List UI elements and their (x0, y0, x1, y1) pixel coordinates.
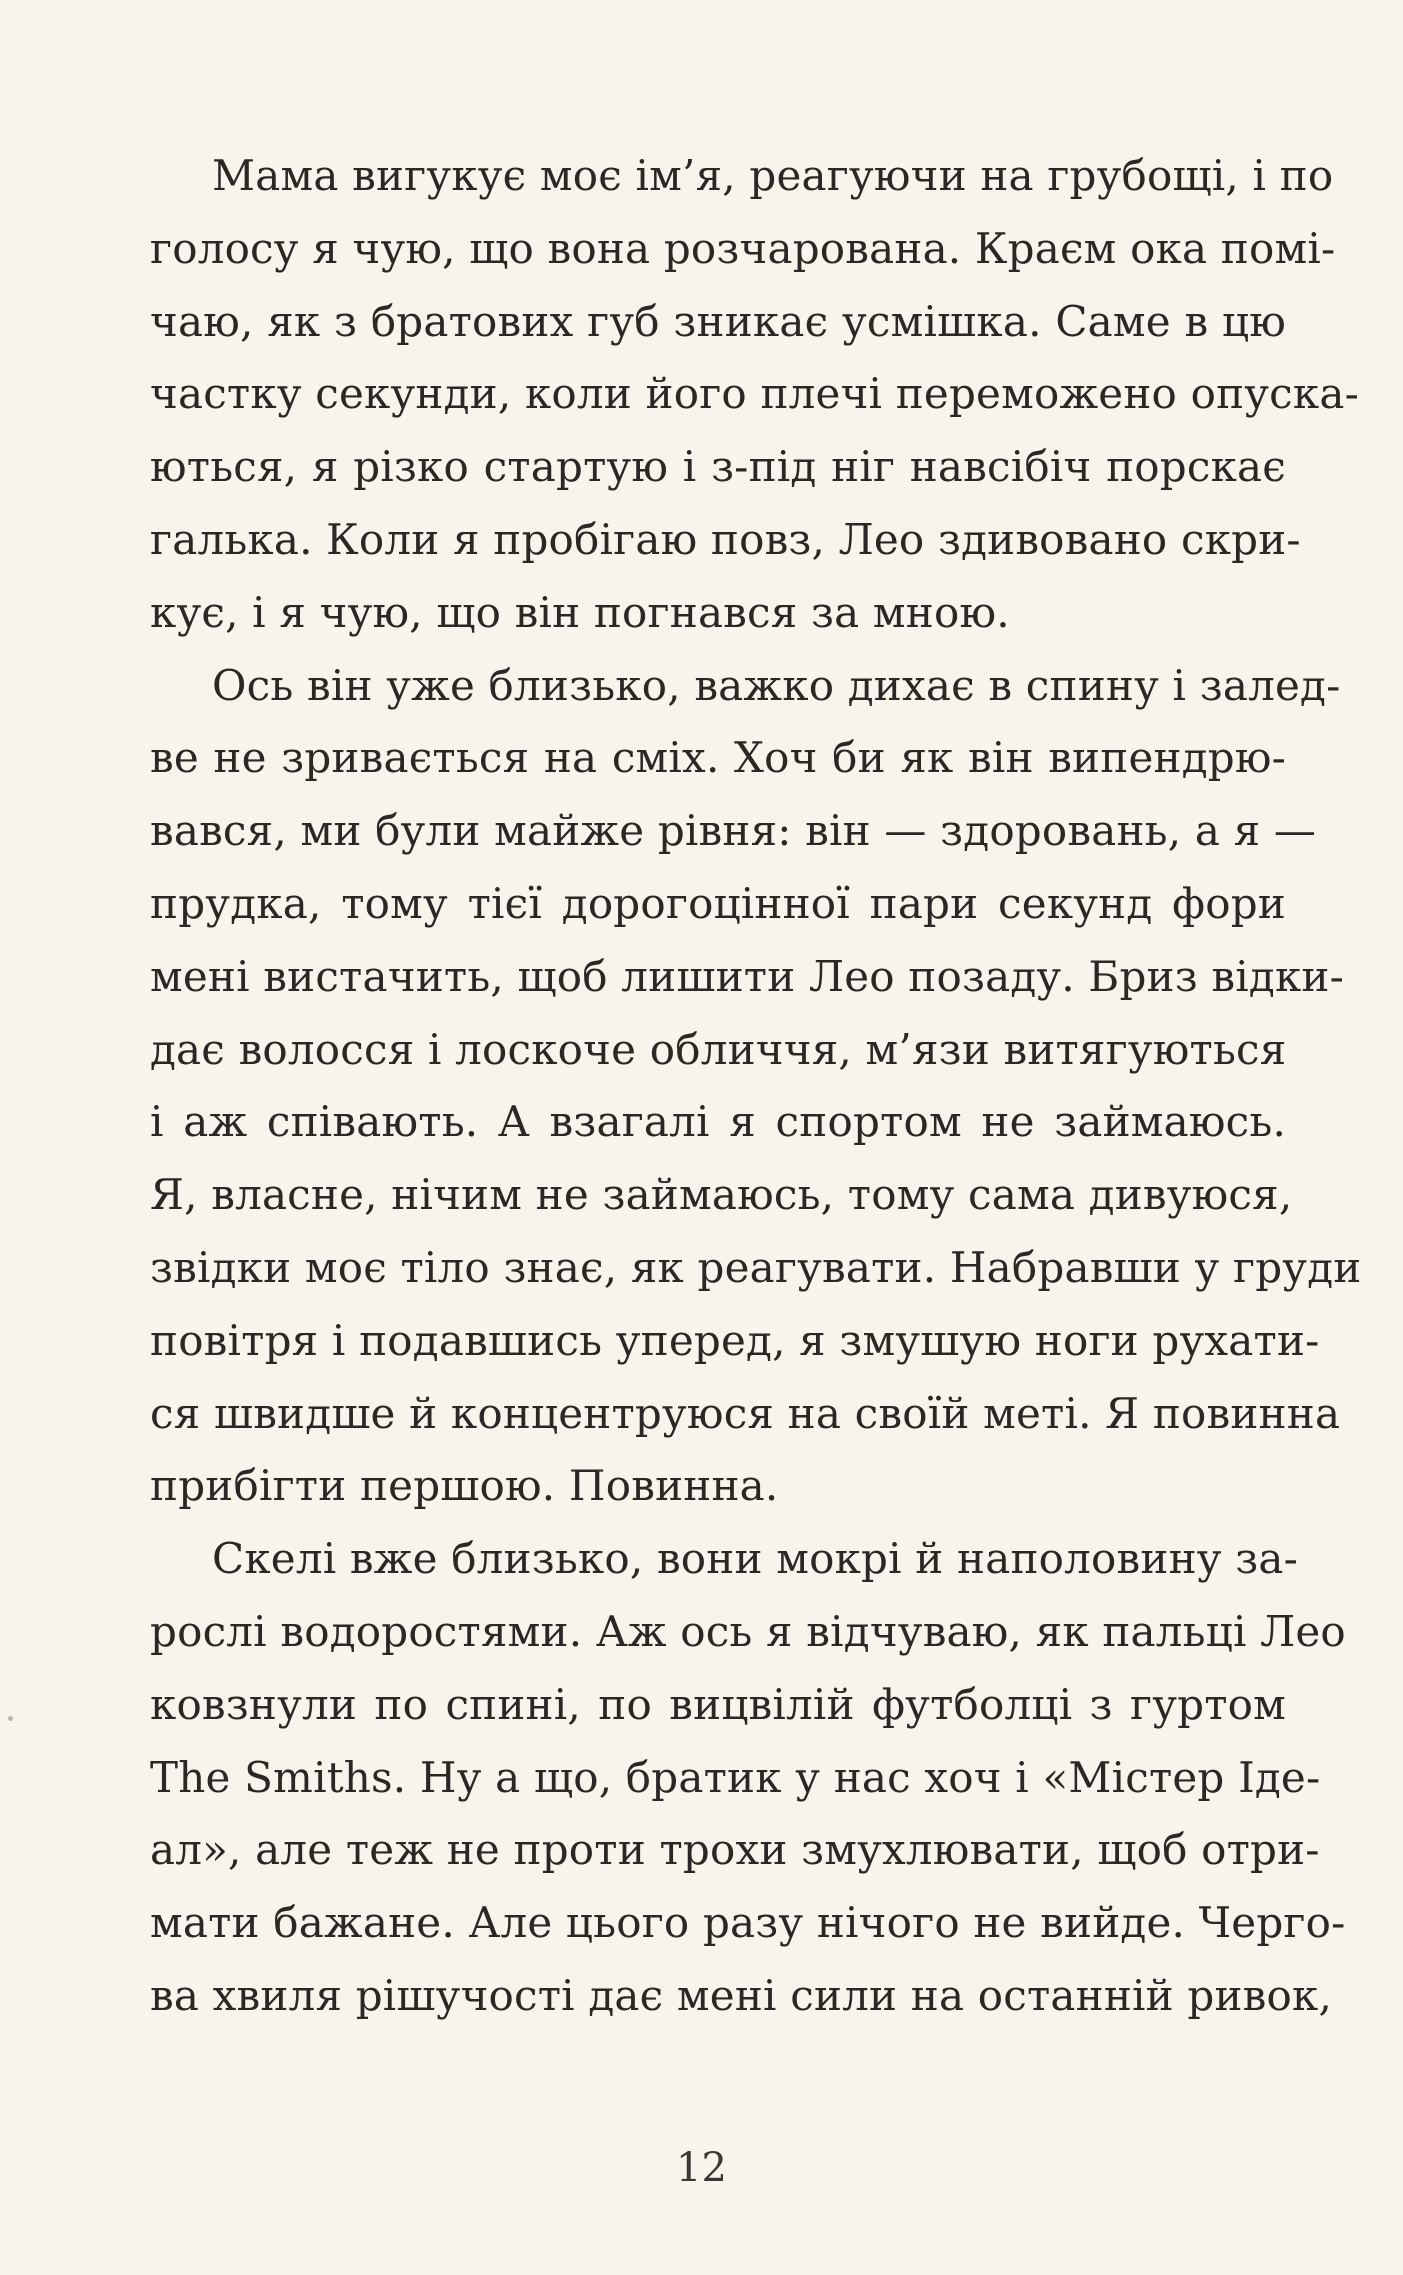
text-line: звідки моє тіло знає, як реагувати. Набравши у груди (150, 1242, 1362, 1292)
text-line: ковзнули по спині, по вицвілій футболці з гуртом (150, 1679, 1286, 1729)
page-number: 12 (676, 2145, 727, 2191)
text-line: галька. Коли я пробігаю повз, Лео здивовано скри- (150, 514, 1301, 564)
text-line: Я, власне, нічим не займаюсь, тому сама дивуюся, (150, 1170, 1293, 1220)
text-line: частку секунди, коли його плечі переможено опуска- (150, 369, 1359, 419)
text-line: ал», але теж не проти трохи змухлювати, щоб отри- (150, 1825, 1320, 1875)
text-line: рослі водоростями. Аж ось я відчуваю, як пальці Лео (150, 1606, 1346, 1656)
text-line: вався, ми були майже рівня: він — здоровань, а я — (150, 806, 1317, 856)
text-line: прудка, тому тієї дорогоцінної пари секунд фори (150, 878, 1286, 928)
text-line: The Smiths. Ну а що, братик у нас хоч і «Містер Іде- (150, 1752, 1321, 1802)
text-line: дає волосся і лоскоче обличчя, м’язи витягуються (150, 1024, 1287, 1074)
text-line: кує, і я чую, що він погнався за мною. (150, 587, 1010, 637)
text-line: прибігти першою. Повинна. (150, 1461, 779, 1511)
text-line: ве не зривається на сміх. Хоч би як він випендрю- (150, 733, 1286, 783)
text-line: голосу я чую, що вона розчарована. Краєм ока помі- (150, 223, 1336, 273)
text-line: мені вистачить, щоб лишити Лео позаду. Бриз відки- (150, 951, 1344, 1001)
body-text (150, 140, 1362, 2033)
text-line: чаю, як з братових губ зникає усмішка. Саме в цю (150, 296, 1286, 346)
text-line: ся швидше й концентруюся на своїй меті. Я повинна (150, 1388, 1341, 1438)
text-line: мати бажане. Але цього разу нічого не вийде. Черго- (150, 1898, 1346, 1948)
text-line: Мама вигукує моє ім’я, реагуючи на грубощі, і по (212, 151, 1334, 200)
paper-speck (8, 1716, 13, 1721)
text-line: повітря і подавшись уперед, я змушую ноги рухати- (150, 1315, 1320, 1365)
text-line: ються, я різко стартую і з-під ніг навсібіч порскає (150, 442, 1286, 492)
text-line: Скелі вже близько, вони мокрі й наполовину за- (212, 1534, 1298, 1584)
text-line: ва хвиля рішучості дає мені сили на останній ривок, (150, 1970, 1333, 2020)
text-line: і аж співають. А взагалі я спортом не займаюсь. (150, 1097, 1286, 1147)
text-line: Ось він уже близько, важко дихає в спину і залед- (212, 660, 1341, 710)
